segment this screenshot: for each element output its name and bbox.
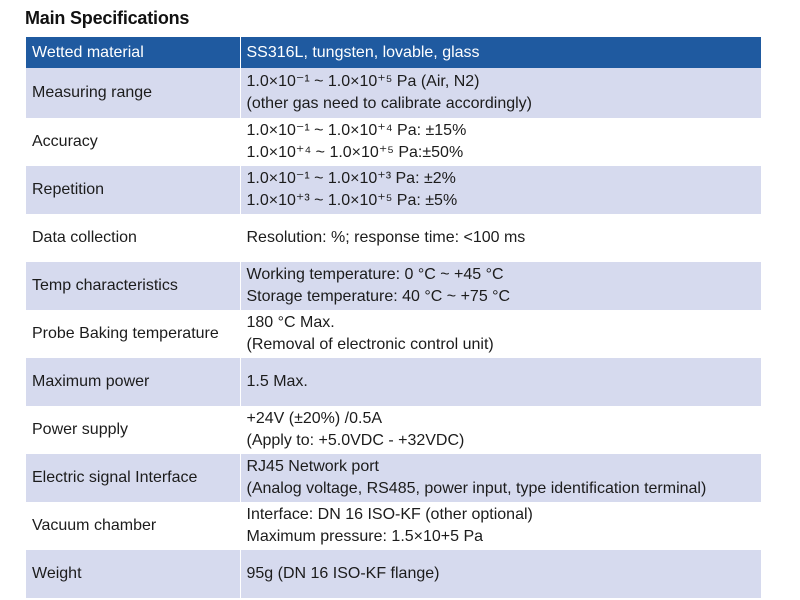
table-row bbox=[26, 454, 761, 502]
table-row bbox=[26, 68, 761, 118]
spec-value-line: Storage temperature: 40 °C ~ +75 °C bbox=[246, 287, 511, 305]
table-row bbox=[26, 37, 761, 68]
spec-value-line: RJ45 Network port bbox=[246, 457, 379, 475]
spec-label: Repetition bbox=[26, 166, 240, 214]
spec-value-line: (Removal of electronic control unit) bbox=[246, 336, 494, 354]
spec-value-line: 180 °C Max. bbox=[246, 314, 335, 332]
spec-value-line: +24V (±20%) /0.5A bbox=[246, 410, 383, 428]
spec-value-line: (Apply to: +5.0VDC - +32VDC) bbox=[246, 432, 465, 450]
spec-value-line: 1.0×10⁺³ ~ 1.0×10⁺⁵ Pa: ±5% bbox=[246, 191, 458, 209]
spec-value-line: Interface: DN 16 ISO-KF (other optional) bbox=[246, 506, 533, 524]
spec-value-line: SS316L, tungsten, lovable, glass bbox=[246, 43, 480, 61]
spec-value bbox=[240, 166, 761, 214]
spec-value-line: 1.5 Max. bbox=[246, 372, 308, 390]
spec-value bbox=[240, 118, 761, 166]
table-row bbox=[26, 502, 761, 550]
spec-label: Electric signal Interface bbox=[26, 454, 240, 502]
spec-value bbox=[240, 358, 761, 406]
spec-value bbox=[240, 37, 761, 68]
spec-value bbox=[240, 502, 761, 550]
spec-value bbox=[240, 68, 761, 118]
table-row bbox=[26, 118, 761, 166]
spec-value bbox=[240, 550, 761, 598]
spec-label: Probe Baking temperature bbox=[26, 310, 240, 358]
spec-value-line: Working temperature: 0 °C ~ +45 °C bbox=[246, 265, 504, 283]
page-title: Main Specifications bbox=[25, 8, 190, 28]
spec-label: Data collection bbox=[26, 214, 240, 262]
table-row bbox=[26, 550, 761, 598]
spec-value-line: Resolution: %; response time: <100 ms bbox=[246, 229, 526, 247]
spec-value-line: 1.0×10⁺⁴ ~ 1.0×10⁺⁵ Pa:±50% bbox=[246, 144, 464, 162]
table-row bbox=[26, 406, 761, 454]
spec-label: Maximum power bbox=[26, 358, 240, 406]
table-row bbox=[26, 262, 761, 310]
spec-label: Weight bbox=[26, 550, 240, 598]
specifications-table bbox=[26, 37, 762, 598]
spec-value bbox=[240, 406, 761, 454]
spec-value-line: 1.0×10⁻¹ ~ 1.0×10⁺³ Pa: ±2% bbox=[246, 169, 456, 187]
table-row bbox=[26, 358, 761, 406]
spec-value-line: Maximum pressure: 1.5×10+5 Pa bbox=[246, 528, 484, 546]
spec-value-line: 1.0×10⁻¹ ~ 1.0×10⁺⁵ Pa (Air, N2) bbox=[246, 72, 480, 90]
table-row bbox=[26, 214, 761, 262]
spec-label: Wetted material bbox=[26, 37, 240, 68]
spec-label: Vacuum chamber bbox=[26, 502, 240, 550]
spec-label: Accuracy bbox=[26, 118, 240, 166]
spec-value-line: 1.0×10⁻¹ ~ 1.0×10⁺⁴ Pa: ±15% bbox=[246, 122, 467, 140]
spec-value-line: (Analog voltage, RS485, power input, type identification terminal) bbox=[246, 479, 707, 497]
spec-label: Temp characteristics bbox=[26, 262, 240, 310]
spec-value-line: 95g (DN 16 ISO-KF flange) bbox=[246, 565, 440, 582]
spec-value-line: (other gas need to calibrate accordingly) bbox=[246, 94, 532, 112]
spec-value bbox=[240, 214, 761, 262]
table-row bbox=[26, 310, 761, 358]
spec-value bbox=[240, 262, 761, 310]
table-row bbox=[26, 166, 761, 214]
spec-label: Power supply bbox=[26, 406, 240, 454]
spec-value bbox=[240, 454, 761, 502]
spec-label: Measuring range bbox=[26, 68, 240, 118]
spec-value bbox=[240, 310, 761, 358]
